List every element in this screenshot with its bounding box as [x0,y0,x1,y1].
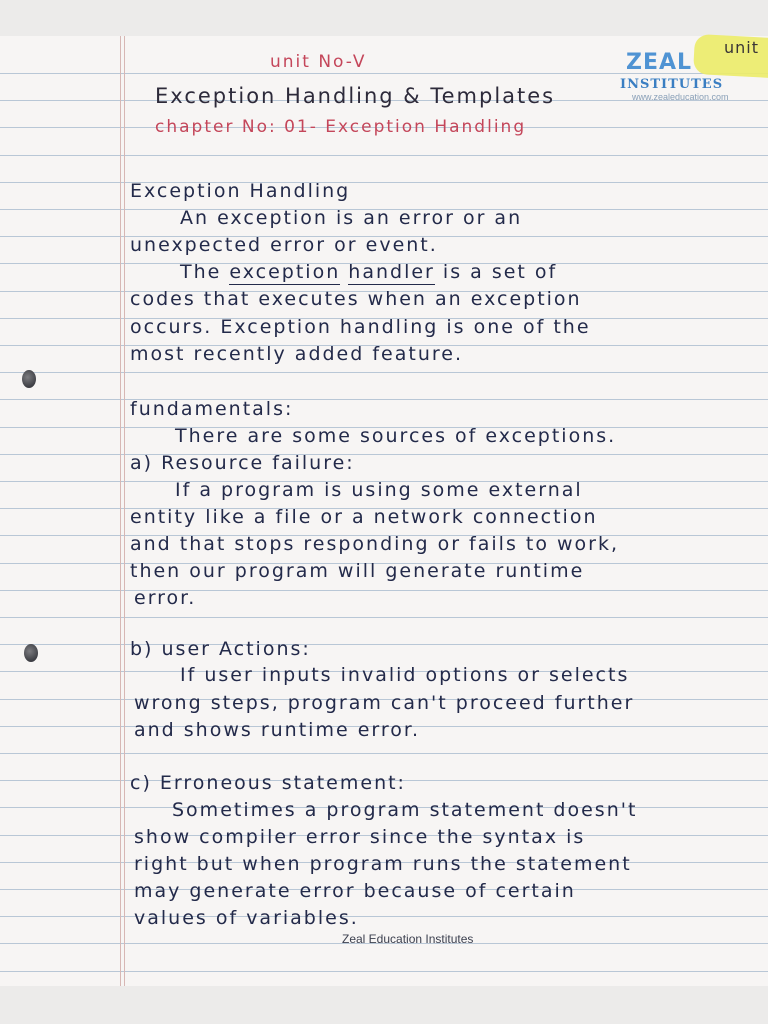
zeal-institutes-text: INSTITUTES [620,77,724,92]
underlined-term: handler [348,261,435,283]
note-line: most recently added feature. [130,343,463,365]
subsection-heading: c) Erroneous statement: [130,772,406,794]
underlined-term: exception [229,261,341,283]
note-line: show compiler error since the syntax is [134,826,586,848]
note-line: There are some sources of exceptions. [175,425,617,447]
note-line: may generate error because of certain [134,880,576,902]
ruled-line [0,916,768,917]
ruled-line [0,182,768,183]
unit-number: unit No-V [270,52,367,72]
ruled-line [0,155,768,156]
ruled-line [0,753,768,754]
section-heading: fundamentals: [130,398,294,420]
note-line: and that stops responding or fails to work, [130,533,620,555]
note-line: occurs. Exception handling is one of the [130,316,591,338]
note-line: and shows runtime error. [134,719,420,741]
note-line: entity like a file or a network connection [130,506,598,528]
ruled-line [0,590,768,591]
ruled-line [0,399,768,400]
zeal-logo-text: ZEAL [626,50,693,75]
ruled-line [0,454,768,455]
ruled-line [0,617,768,618]
note-line: then our program will generate runtime [130,560,585,582]
footer-watermark: Zeal Education Institutes [342,932,474,946]
note-text: is a set of [442,261,558,283]
note-line: right but when program runs the statement [134,853,632,875]
note-line: Sometimes a program statement doesn't [172,799,638,821]
binder-hole [22,370,36,388]
subsection-heading: b) user Actions: [130,638,311,660]
note-line [180,263,557,282]
margin-line [120,36,121,986]
subsection-heading: a) Resource failure: [130,452,355,474]
note-text: The [180,261,222,283]
zeal-url-text: www.zealeducation.com [632,92,729,102]
note-line: codes that executes when an exception [130,288,582,310]
note-line: unexpected error or event. [130,234,438,256]
margin-line-inner [124,36,125,986]
note-line: wrong steps, program can't proceed further [134,692,635,714]
note-line: If user inputs invalid options or selects [180,664,630,686]
note-line: If a program is using some external [175,479,583,501]
binder-hole [24,644,38,662]
ruled-line [0,372,768,373]
chapter-title: chapter No: 01- Exception Handling [155,117,527,137]
section-heading: Exception Handling [130,180,351,202]
note-line: error. [134,587,197,609]
note-line: An exception is an error or an [180,207,523,229]
ruled-line [0,644,768,645]
page-title: Exception Handling & Templates [155,84,556,108]
sticky-note-label: unit [724,38,759,57]
ruled-line [0,971,768,972]
note-line: values of variables. [134,907,359,929]
